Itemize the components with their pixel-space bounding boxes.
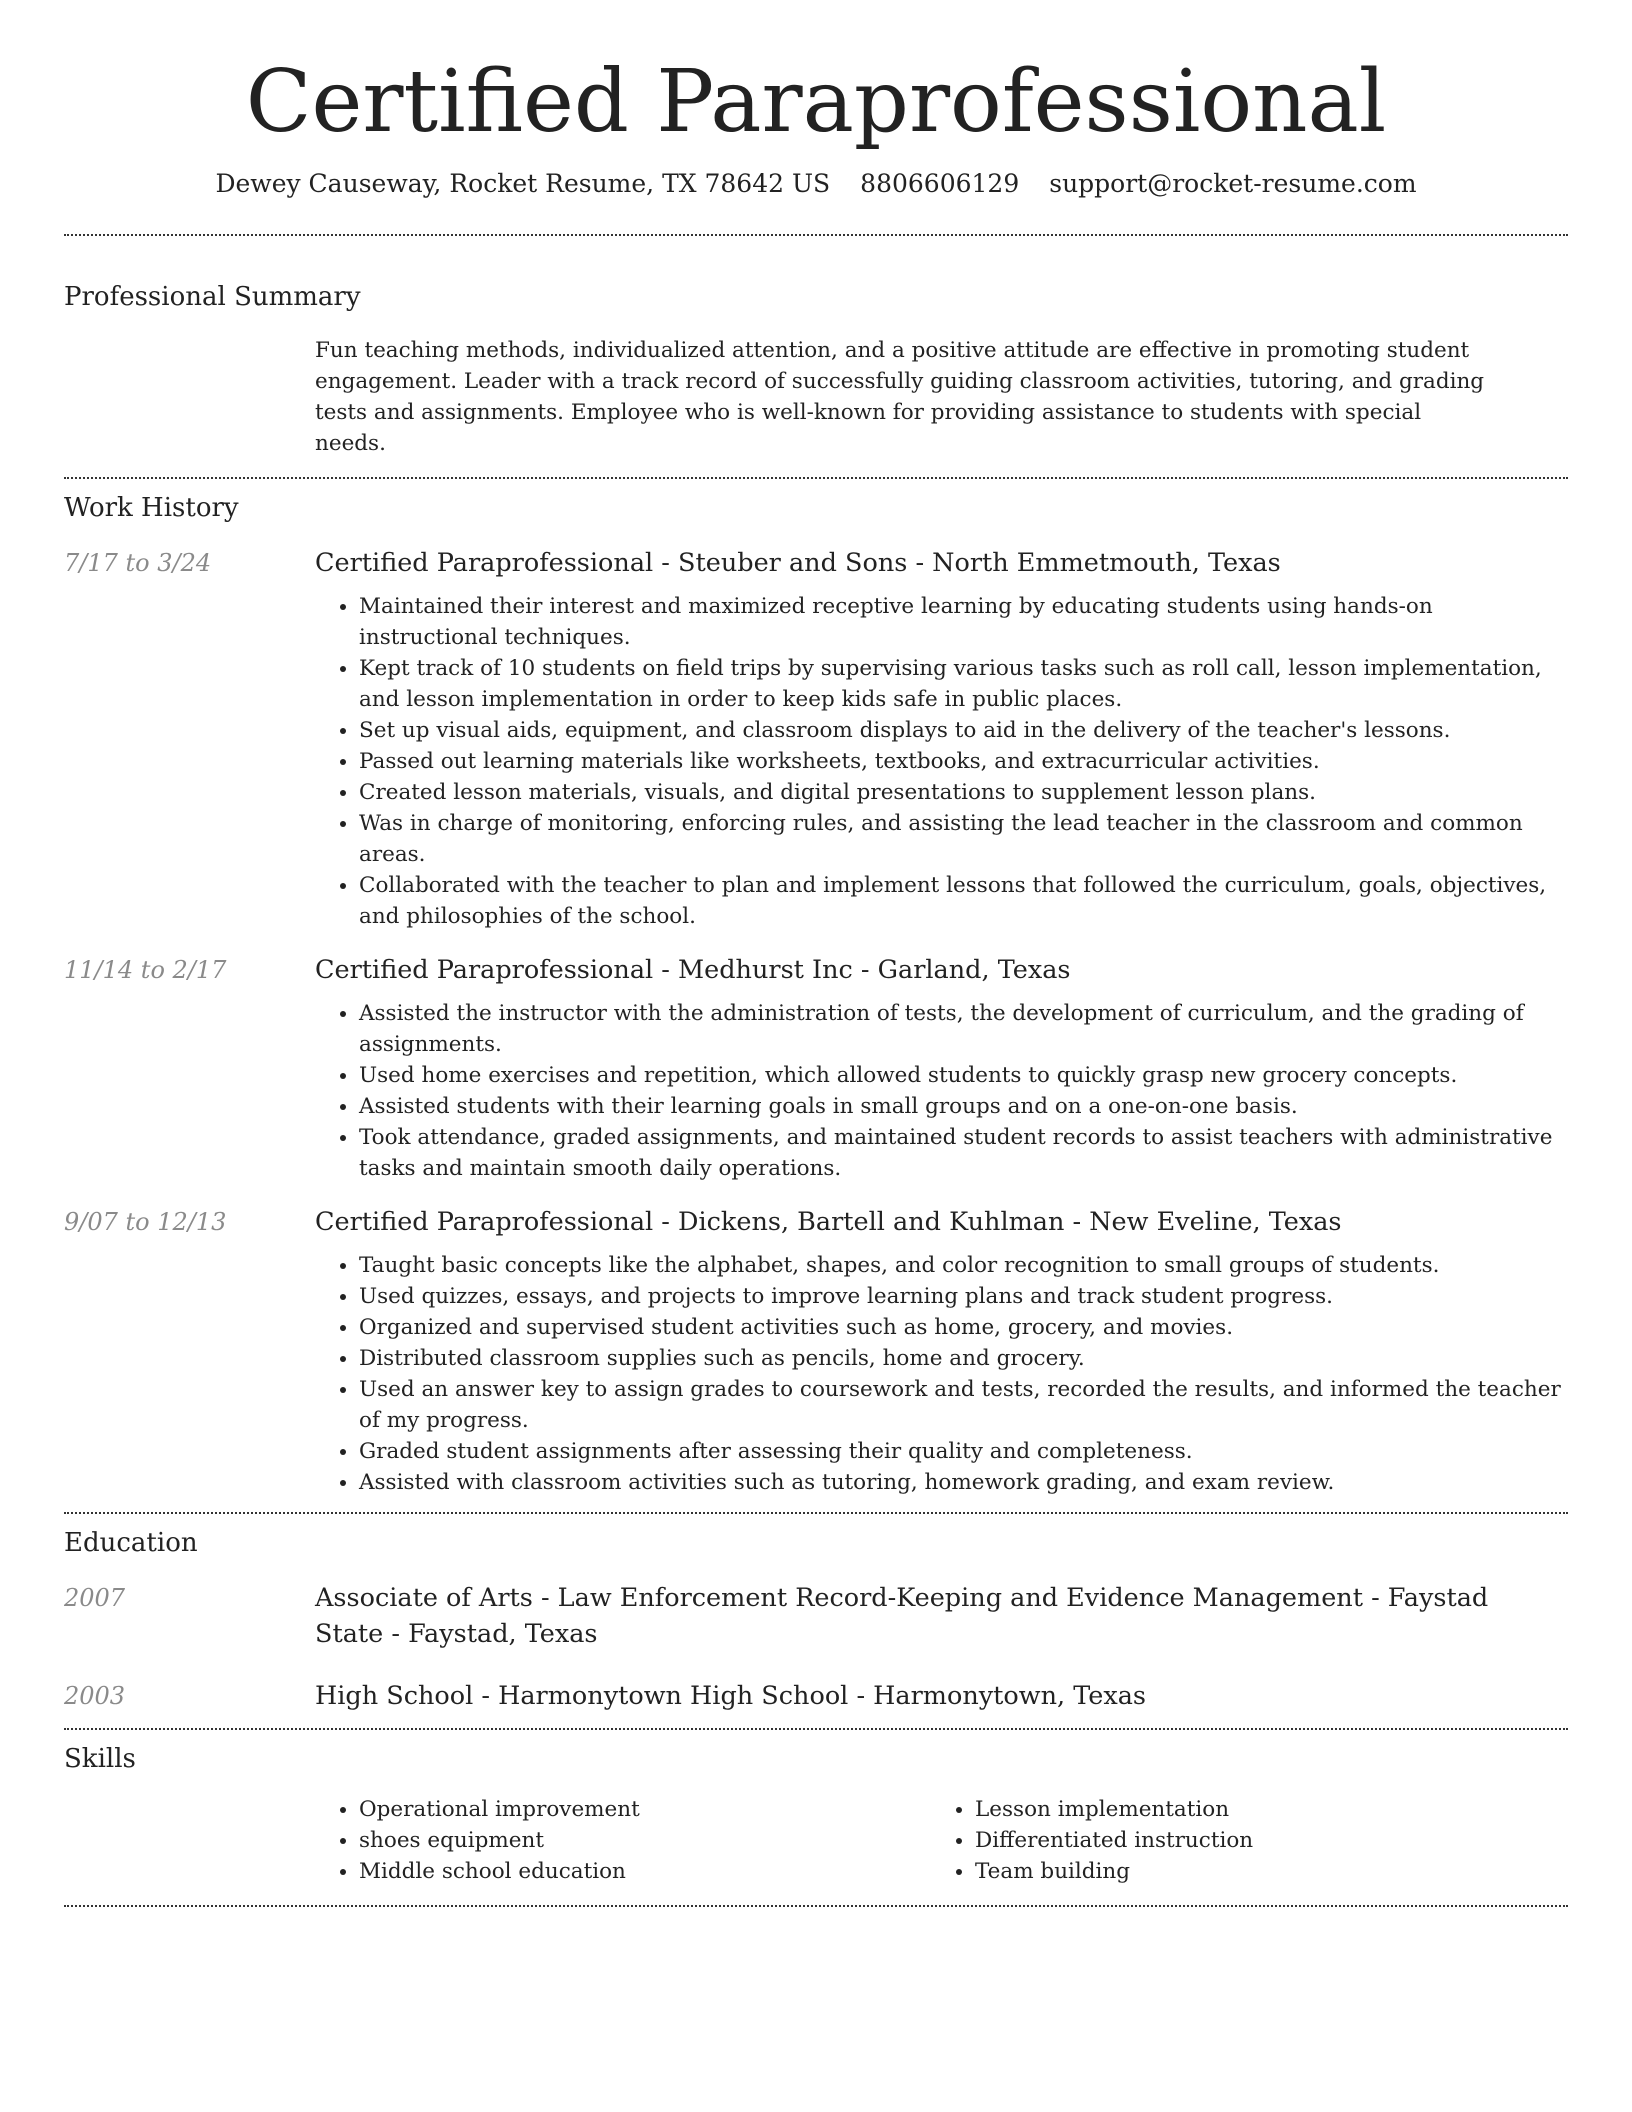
list-item: • Organized and supervised student activities such as home, grocery, and movies. (359, 1312, 1568, 1343)
list-item: • Assisted students with their learning goals in small groups and on a one-on-one basis. (359, 1091, 1568, 1122)
skill-item: • Lesson implementation (975, 1794, 1547, 1825)
job-employer-location: - Dickens, Bartell and Kuhlman - New Eveline, Texas (653, 1207, 1342, 1237)
list-item: • Created lesson materials, visuals, and digital presentations to supplement lesson plans. (359, 777, 1568, 808)
education-entry (64, 1580, 1568, 1652)
divider (64, 1905, 1568, 1907)
job-employer-location: - Medhurst Inc - Garland, Texas (653, 955, 1071, 985)
list-item: • Used an answer key to assign grades to coursework and tests, recorded the results, and informed the teacher of my progress. (359, 1374, 1568, 1436)
job-bullet-list (315, 591, 1568, 932)
list-item: • Distributed classroom supplies such as pencils, home and grocery. (359, 1343, 1568, 1374)
list-item: • Passed out learning materials like worksheets, textbooks, and extracurricular activities. (359, 746, 1568, 777)
job-dates: 9/07 to 12/13 (64, 1208, 227, 1236)
section-title-summary: Professional Summary (64, 282, 361, 312)
job-bullet-list (315, 998, 1568, 1184)
list-item: • Used quizzes, essays, and projects to improve learning plans and track student progress. (359, 1281, 1568, 1312)
candidate-name: Certified Paraprofessional (245, 52, 1387, 152)
job-body (315, 952, 1568, 1184)
job-role: Certified Paraprofessional (315, 1207, 654, 1237)
education-year: 2003 (64, 1682, 126, 1710)
job-body (315, 545, 1568, 932)
job-title-line (315, 952, 1568, 988)
section-title-skills: Skills (64, 1744, 136, 1774)
job-role: Certified Paraprofessional (315, 955, 654, 985)
list-item: • Was in charge of monitoring, enforcing rules, and assisting the lead teacher in the classroom and common areas. (359, 808, 1568, 870)
skill-item: • Operational improvement (359, 1794, 931, 1825)
list-item: • Kept track of 10 students on field trips by supervising various tasks such as roll call, lesson implementation, and lesson implementation in order to keep kids safe in public places. (359, 653, 1568, 715)
education-details: - Law Enforcement Record-Keeping and Evidence Management - Faystad State - Faystad, Texas (315, 1583, 1489, 1649)
skill-item: • Differentiated instruction (975, 1825, 1547, 1856)
job-dates: 7/17 to 3/24 (64, 549, 212, 577)
section-title-education: Education (64, 1528, 198, 1558)
skill-item: • Middle school education (359, 1856, 931, 1887)
section-title-work-history: Work History (64, 493, 239, 523)
education-body (315, 1678, 1568, 1714)
list-item: • Assisted with classroom activities such as tutoring, homework grading, and exam review. (359, 1467, 1568, 1498)
list-item: • Collaborated with the teacher to plan and implement lessons that followed the curriculum, goals, objectives, and philosophies of the school. (359, 870, 1568, 932)
list-item: • Assisted the instructor with the administration of tests, the development of curriculum, and the grading of assignments. (359, 998, 1568, 1060)
job-body (315, 1204, 1568, 1498)
job-role: Certified Paraprofessional (315, 548, 654, 578)
job-dates: 11/14 to 2/17 (64, 956, 227, 984)
job-entry (64, 952, 1568, 1184)
email-address: support@rocket-resume.com (1049, 169, 1417, 198)
education-section (64, 1514, 1568, 1728)
job-employer-location: - Steuber and Sons - North Emmetmouth, Texas (653, 548, 1281, 578)
list-item: • Used home exercises and repetition, which allowed students to quickly grasp new grocery concepts. (359, 1060, 1568, 1091)
list-item: • Took attendance, graded assignments, and maintained student records to assist teachers with administrative tasks and maintain smooth daily operations. (359, 1122, 1568, 1184)
education-body (315, 1580, 1568, 1652)
list-item: • Set up visual aids, equipment, and classroom displays to aid in the delivery of the teacher's lessons. (359, 715, 1568, 746)
education-details: - Harmonytown High School - Harmonytown, Texas (473, 1681, 1147, 1711)
degree: Associate of Arts (315, 1583, 533, 1613)
phone-number: 8806606129 (860, 169, 1020, 198)
job-entry (64, 1204, 1568, 1498)
skill-item: • Team building (975, 1856, 1547, 1887)
degree: High School (315, 1681, 474, 1711)
summary-section (64, 236, 1568, 477)
job-title-line (315, 1204, 1568, 1240)
skill-item: • shoes equipment (359, 1825, 931, 1856)
summary-text: Fun teaching methods, individualized attention, and a positive attitude are effective in promoting student engagement. Leader with a track record of successfully guiding classroom activities, tutoring, and grading tests and assignments. Employee who is well-known for providing assistance to students with special needs. (315, 338, 1485, 456)
skills-grid (315, 1794, 1568, 1887)
list-item: • Graded student assignments after assessing their quality and completeness. (359, 1436, 1568, 1467)
skills-column-right (931, 1794, 1547, 1887)
address: Dewey Causeway, Rocket Resume, TX 78642 US (215, 169, 831, 198)
skills-section (64, 1730, 1568, 1905)
list-item: • Taught basic concepts like the alphabet, shapes, and color recognition to small groups of students. (359, 1250, 1568, 1281)
education-entry (64, 1678, 1568, 1714)
work-history-section (64, 479, 1568, 1512)
resume-header (64, 0, 1568, 200)
skills-column-left (315, 1794, 931, 1887)
education-year: 2007 (64, 1584, 126, 1612)
job-bullet-list (315, 1250, 1568, 1498)
job-entry (64, 545, 1568, 932)
job-title-line (315, 545, 1568, 581)
contact-line (64, 168, 1568, 200)
list-item: • Maintained their interest and maximized receptive learning by educating students using hands-on instructional techniques. (359, 591, 1568, 653)
